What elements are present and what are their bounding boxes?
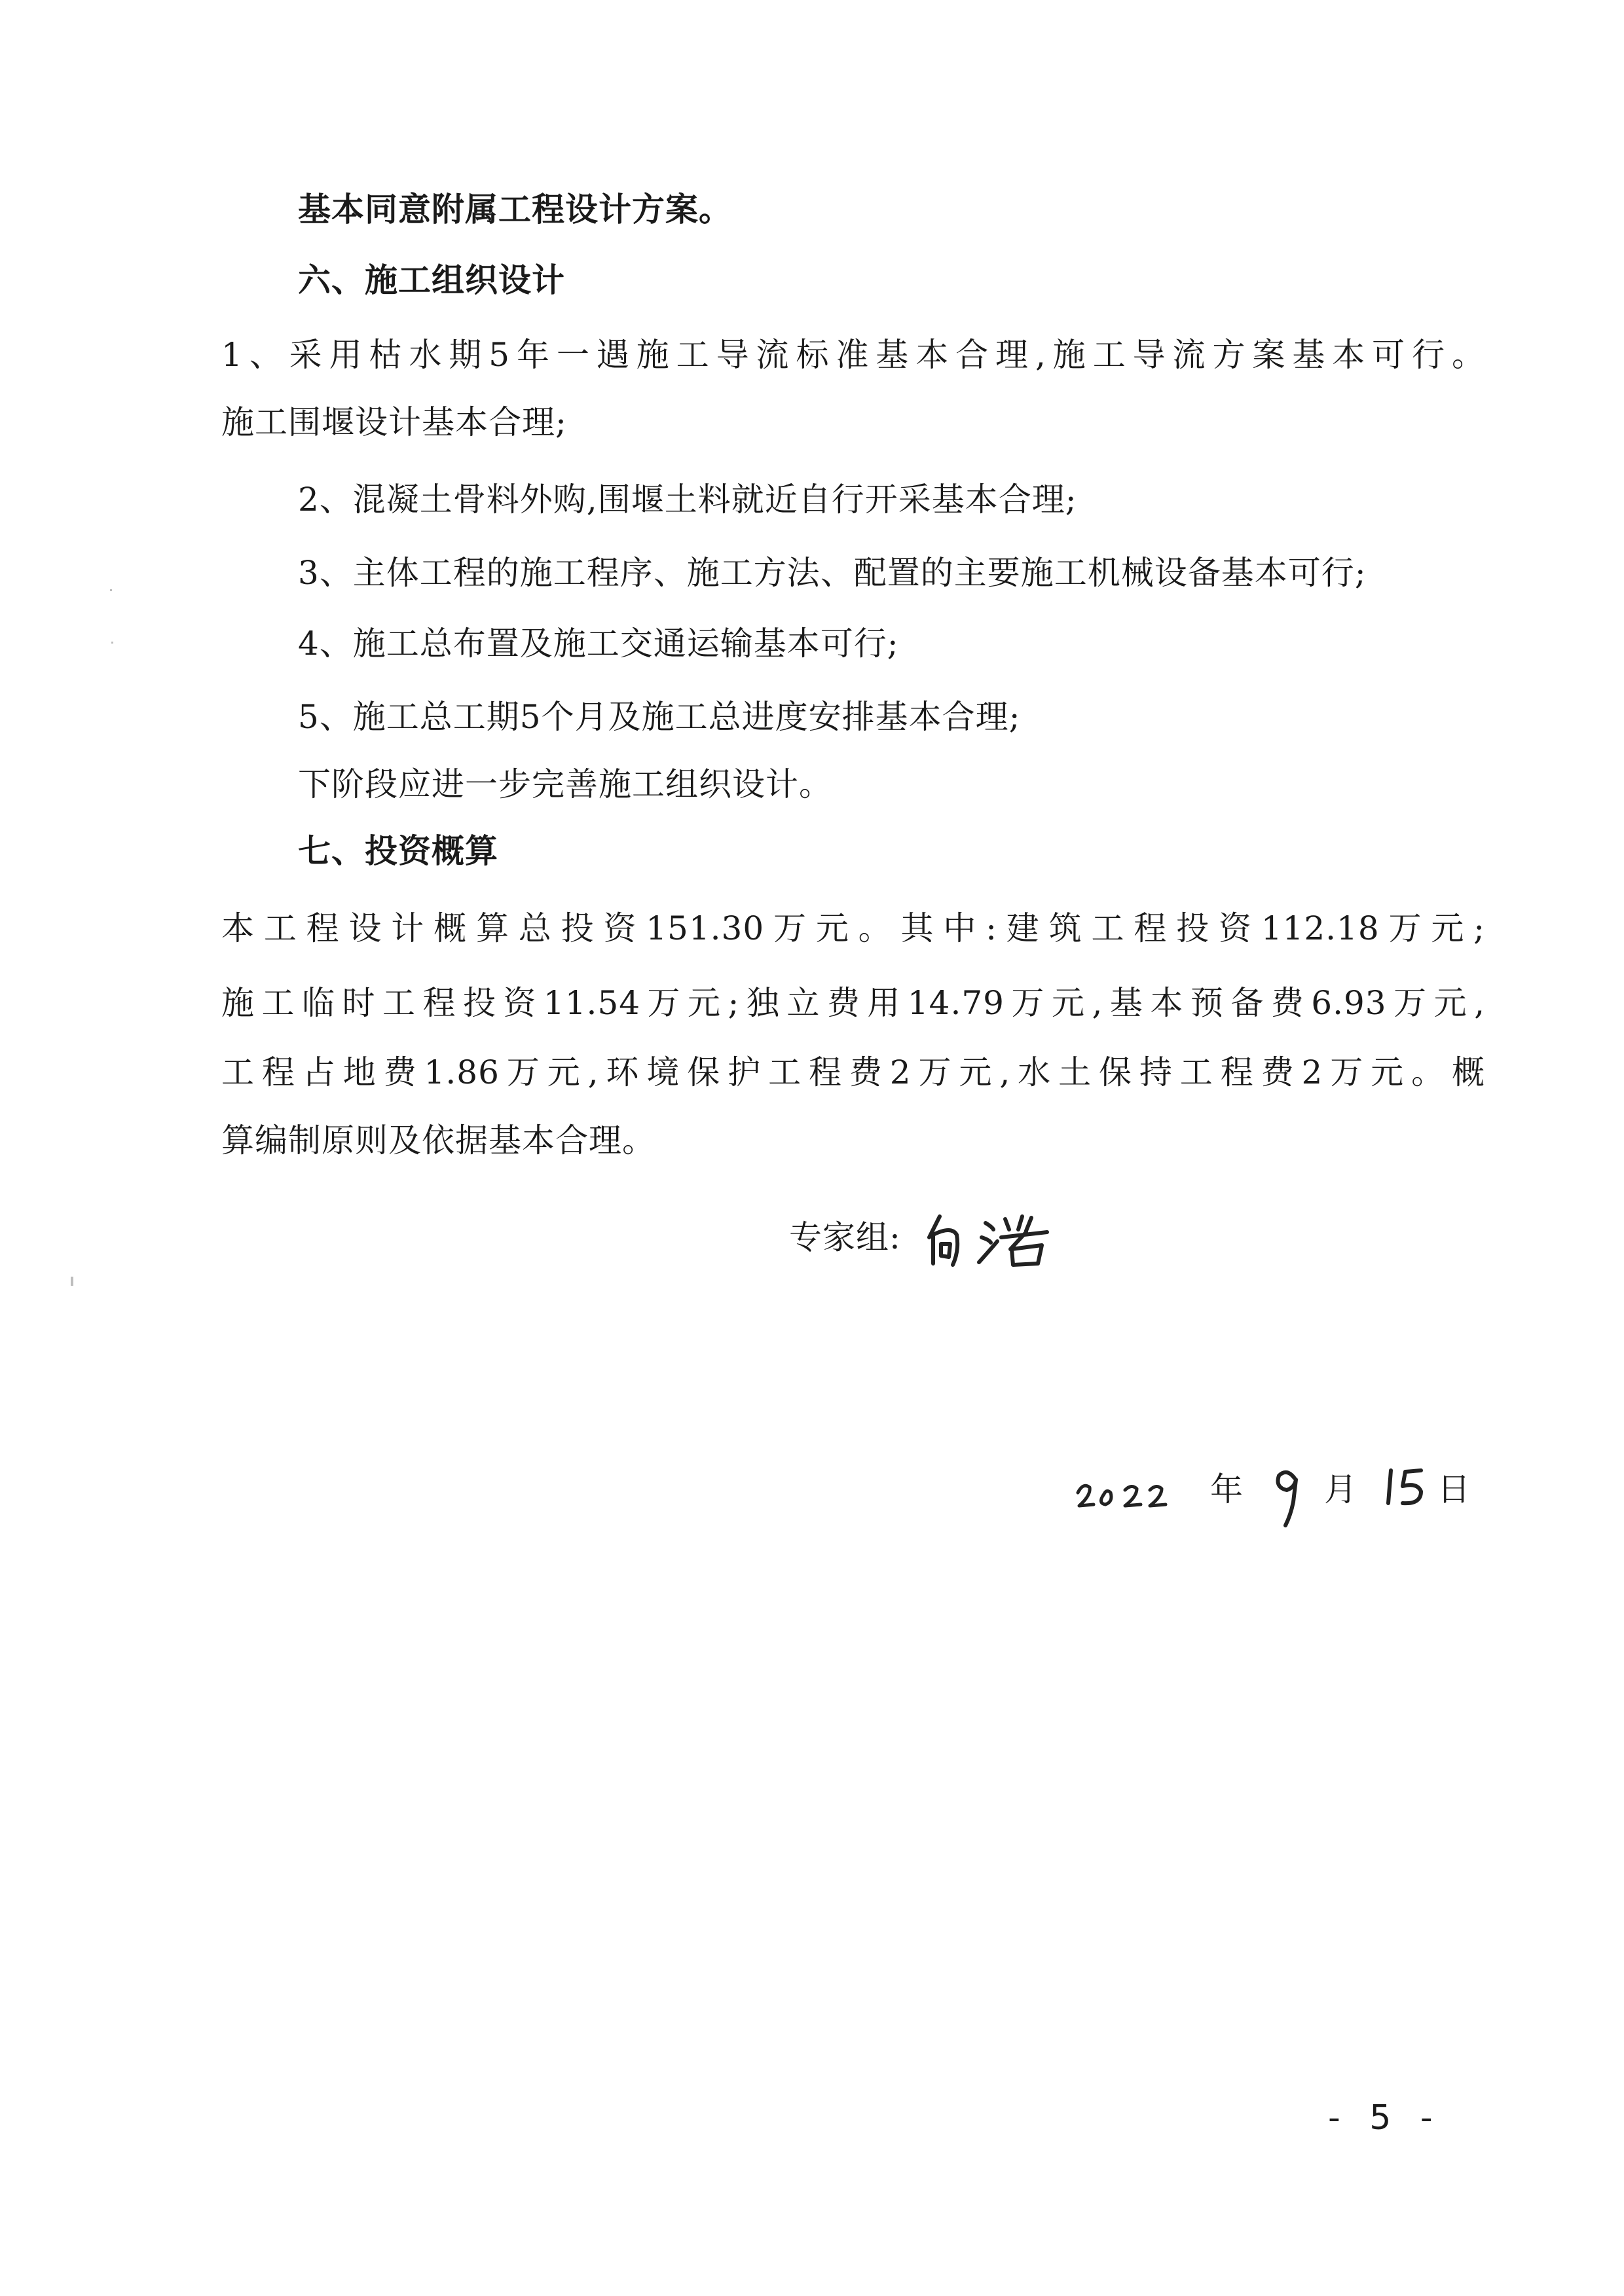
paragraph-line: 施工围堰设计基本合理; [221,403,567,441]
section-heading: 六、施工组织设计 [298,261,565,299]
date-year-char: 年 [1210,1470,1244,1508]
signature-label: 专家组: [789,1218,901,1256]
scan-speck [111,642,113,644]
handwritten-signature [913,1203,1097,1275]
scan-speck [71,1277,73,1286]
scan-speck [110,589,112,591]
paragraph-line: 2、混凝土骨料外购,围堰土料就近自行开采基本合理; [298,481,1077,519]
paragraph-line: 5、施工总工期5个月及施工总进度安排基本合理; [298,698,1021,736]
paragraph-line: 算编制原则及依据基本合理。 [221,1121,655,1159]
handwritten-month [1267,1460,1306,1532]
paragraph-line: 施工临时工程投资11.54万元;独立费用14.79万元,基本预备费6.93万元, [221,984,1485,1022]
paragraph-line: 4、施工总布置及施工交通运输基本可行; [298,625,899,663]
paragraph-line: 工程占地费1.86万元,环境保护工程费2万元,水土保持工程费2万元。概 [221,1053,1485,1091]
section-heading: 七、投资概算 [298,831,498,870]
date-day-char: 日 [1437,1470,1471,1508]
paragraph-line: 基本同意附属工程设计方案。 [298,190,732,228]
paragraph-line: 下阶段应进一步完善施工组织设计。 [298,765,832,803]
page-number: - 5 - [1328,2098,1442,2138]
paragraph-line: 本工程设计概算总投资151.30万元。其中:建筑工程投资112.18万元; [221,909,1485,947]
handwritten-year [1074,1467,1175,1516]
date-month-char: 月 [1324,1470,1357,1508]
handwritten-day [1380,1461,1433,1514]
paragraph-line: 1、采用枯水期5年一遇施工导流标准基本合理,施工导流方案基本可行。 [221,336,1485,374]
paragraph-line: 3、主体工程的施工程序、施工方法、配置的主要施工机械设备基本可行; [298,554,1367,592]
